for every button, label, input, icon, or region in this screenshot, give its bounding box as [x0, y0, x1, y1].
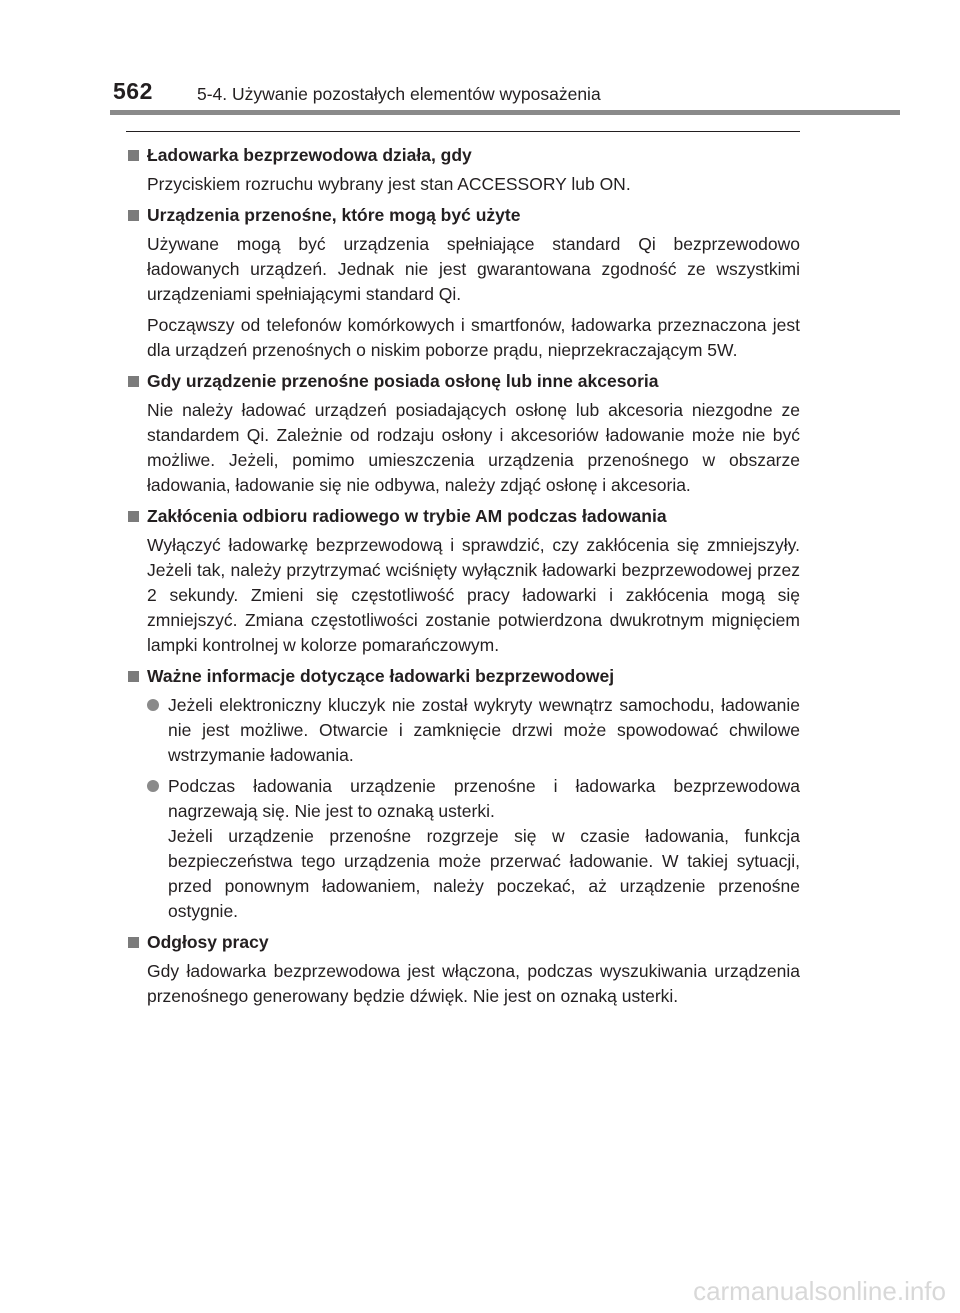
list-item-body — [168, 774, 800, 924]
section-heading — [128, 203, 800, 228]
list-item-text: Jeżeli elektroniczny kluczyk nie został wykryty wewnątrz samochodu, ładowanie nie jest możliwe. Otwarcie i zamknięcie drzwi może spowodować chwilowe wstrzymanie ładowania. — [168, 695, 800, 765]
square-bullet-icon — [128, 671, 139, 682]
section — [128, 504, 800, 658]
paragraph: Przyciskiem rozruchu wybrany jest stan ACCESSORY lub ON. — [147, 174, 631, 194]
section-heading — [128, 664, 800, 689]
page-content — [128, 143, 800, 1015]
section-heading — [128, 930, 800, 955]
list-item-text: Podczas ładowania urządzenie przenośne i ładowarka bezprzewodowa nagrzewają się. Nie jest to oznaką usterki. — [168, 776, 800, 821]
square-bullet-icon — [128, 937, 139, 948]
section-heading-text: Odgłosy pracy — [147, 932, 269, 952]
section-heading-text: Ważne informacje dotyczące ładowarki bezprzewodowej — [147, 666, 615, 686]
section — [128, 369, 800, 498]
page-number: 562 — [113, 78, 153, 104]
section-heading — [128, 143, 800, 168]
section-heading-text: Urządzenia przenośne, które mogą być użyte — [147, 205, 521, 225]
paragraph: Używane mogą być urządzenia spełniające standard Qi bezprzewodowo ładowanych urządzeń. Jednak nie jest gwarantowana zgodność ze wszystkimi urządzeniami spełniającymi standard Qi. — [147, 234, 800, 304]
chapter-title: 5-4. Używanie pozostałych elementów wyposażenia — [197, 84, 601, 104]
list-item-body — [168, 693, 800, 768]
paragraph: Począwszy od telefonów komórkowych i smartfonów, ładowarka przeznaczona jest dla urządzeń przenośnych o niskim poborze prądu, nieprzekraczającym 5W. — [147, 315, 800, 360]
section — [128, 203, 800, 363]
list-item — [147, 693, 800, 768]
section — [128, 143, 800, 197]
paragraph: Wyłączyć ładowarkę bezprzewodową i sprawdzić, czy zakłócenia się zmniejszyły. Jeżeli tak, należy przytrzymać wciśnięty wyłącznik ładowarki bezprzewodowej przez 2 sekundy. Zmieni się częstotliwość pracy ładowarki i zakłócenia mogą się zmniejszyć. Zmiana częstotliwości zostanie potwierdzona dwukrotnym mignięciem lampki kontrolnej w kolorze pomarańczowym. — [147, 535, 800, 655]
square-bullet-icon — [128, 376, 139, 387]
header-divider — [110, 110, 900, 115]
section-heading-text: Zakłócenia odbioru radiowego w trybie AM podczas ładowania — [147, 506, 667, 526]
section-heading-text: Gdy urządzenie przenośne posiada osłonę lub inne akcesoria — [147, 371, 659, 391]
section-heading — [128, 369, 800, 394]
section — [128, 664, 800, 924]
section — [128, 930, 800, 1009]
section-heading-text: Ładowarka bezprzewodowa działa, gdy — [147, 145, 472, 165]
round-bullet-icon — [147, 699, 159, 711]
section-heading — [128, 504, 800, 529]
list-item — [147, 774, 800, 924]
page-header — [0, 0, 960, 116]
paragraph: Gdy ładowarka bezprzewodowa jest włączona, podczas wyszukiwania urządzenia przenośnego generowany będzie dźwięk. Nie jest on oznaką usterki. — [147, 961, 800, 1006]
list-item-text: Jeżeli urządzenie przenośne rozgrzeje się w czasie ładowania, funkcja bezpieczeństwa tego urządzenia może przerwać ładowanie. W takiej sytuacji, przed ponownym ładowaniem, należy poczekać, aż urządzenie przenośne ostygnie. — [168, 826, 800, 921]
square-bullet-icon — [128, 511, 139, 522]
content-top-divider — [126, 131, 800, 132]
square-bullet-icon — [128, 150, 139, 161]
round-bullet-icon — [147, 780, 159, 792]
paragraph: Nie należy ładować urządzeń posiadających osłonę lub akcesoria niezgodne ze standardem Qi. Zależnie od rodzaju osłony i akcesoriów ładowanie może nie być możliwe. Jeżeli, pomimo umieszczenia urządzenia przenośnego w obszarze ładowania, ładowanie się nie odbywa, należy zdjąć osłonę i akcesoria. — [147, 400, 800, 495]
watermark: carmanualsonline.info — [693, 1276, 946, 1306]
square-bullet-icon — [128, 210, 139, 221]
